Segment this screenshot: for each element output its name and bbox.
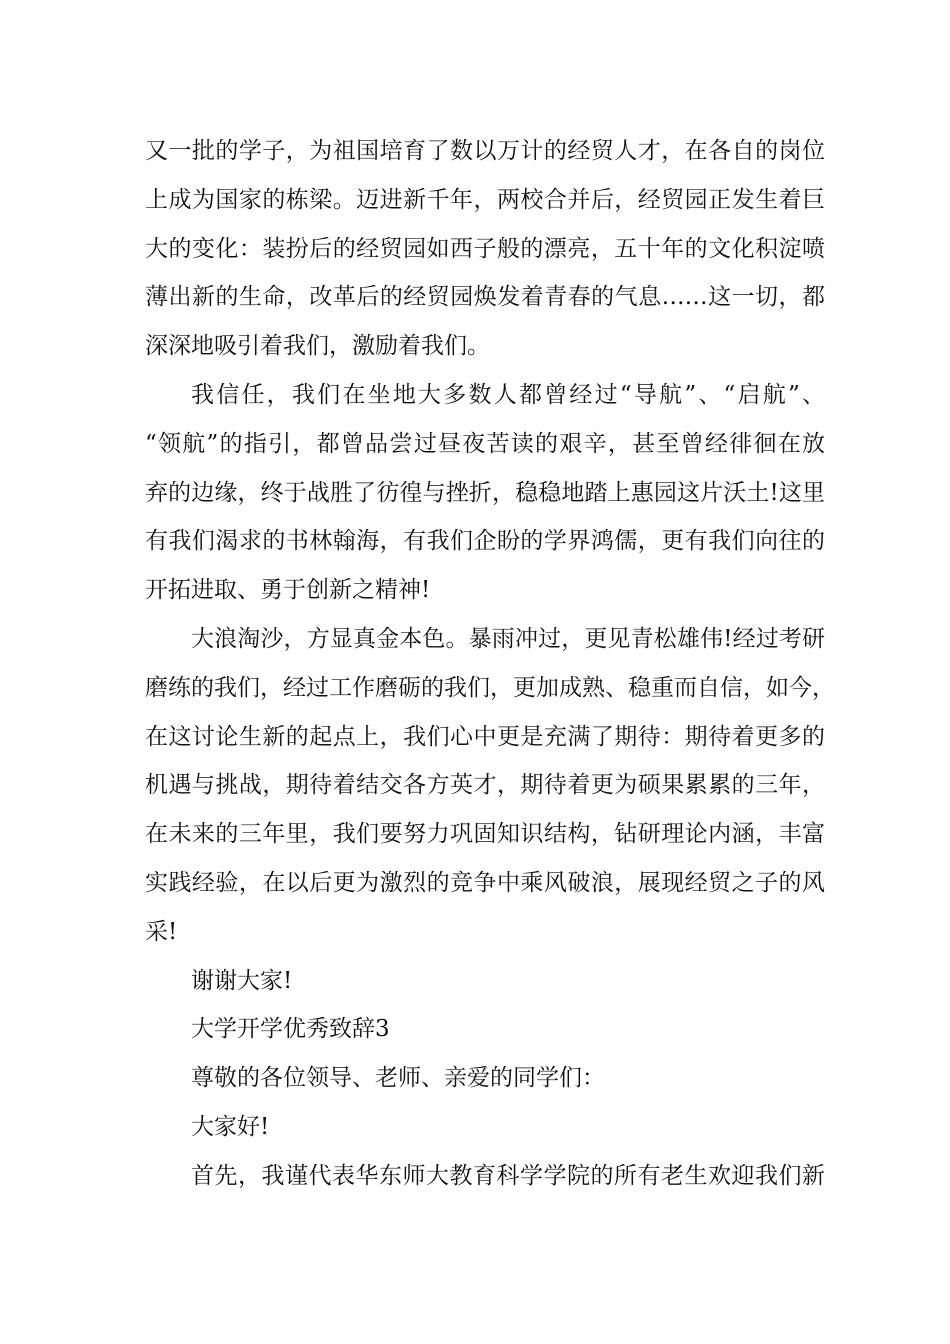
text-line: 深深地吸引着我们，激励着我们。: [145, 333, 490, 360]
text-line: 首先，我谨代表华东师大教育科学学院的所有老生欢迎我们新: [191, 1162, 825, 1189]
text-line: 又一批的学子，为祖国培育了数以万计的经贸人才，在各自的岗位: [145, 138, 825, 164]
paragraph-thanks: [145, 957, 825, 1006]
section-heading: [145, 1005, 825, 1054]
text-line: 开拓进取、勇于创新之精神!: [145, 577, 431, 604]
text-line: 在未来的三年里，我们要努力巩固知识结构，钻研理论内涵，丰富: [145, 821, 825, 848]
text-line: 在这讨论生新的起点上，我们心中更是充满了期待：期待着更多的: [145, 723, 825, 750]
text-line: 谢谢大家!: [191, 967, 293, 994]
text-line: 大的变化：装扮后的经贸园如西子般的漂亮，五十年的文化积淀喷: [145, 235, 825, 262]
paragraph-greeting: [145, 1103, 825, 1152]
text-line: “领航”的指引，都曾品尝过昼夜苦读的艰辛，甚至曾经徘徊在放: [145, 430, 825, 457]
text-line: 我信任，我们在坐地大多数人都曾经过“导航”、“启航”、: [191, 381, 825, 408]
paragraph-opening: [145, 1152, 825, 1201]
text-line: 尊敬的各位领导、老师、亲爱的同学们：: [191, 1065, 605, 1092]
text-line: 上成为国家的栋梁。迈进新千年，两校合并后，经贸园正发生着巨: [145, 186, 825, 213]
text-line: 采!: [145, 918, 178, 945]
document-body: [145, 127, 835, 1201]
text-line: 薄出新的生命，改革后的经贸园焕发着青春的气息……这一切，都: [145, 284, 825, 311]
text-line: 实践经验，在以后更为激烈的竞争中乘风破浪，展现经贸之子的风: [145, 869, 825, 896]
heading-line: 大学开学优秀致辞3: [191, 1016, 390, 1043]
paragraph-2: [145, 371, 825, 615]
text-line: 机遇与挑战，期待着结交各方英才，期待着更为硕果累累的三年，: [145, 772, 825, 799]
paragraph-3: [145, 615, 835, 957]
text-line: 大浪淘沙，方显真金本色。暴雨冲过，更见青松雄伟!经过考研: [191, 625, 825, 652]
text-line: 大家好!: [191, 1113, 270, 1140]
text-line: 有我们渴求的书林翰海，有我们企盼的学界鸿儒，更有我们向往的: [145, 528, 825, 555]
text-line: 磨练的我们，经过工作磨砺的我们，更加成熟、稳重而自信，如今，: [145, 674, 835, 701]
paragraph-salutation: [145, 1054, 825, 1103]
text-line: 弃的边缘，终于战胜了彷徨与挫折，稳稳地踏上惠园这片沃土!这里: [145, 479, 825, 506]
paragraph-1: [145, 127, 825, 371]
